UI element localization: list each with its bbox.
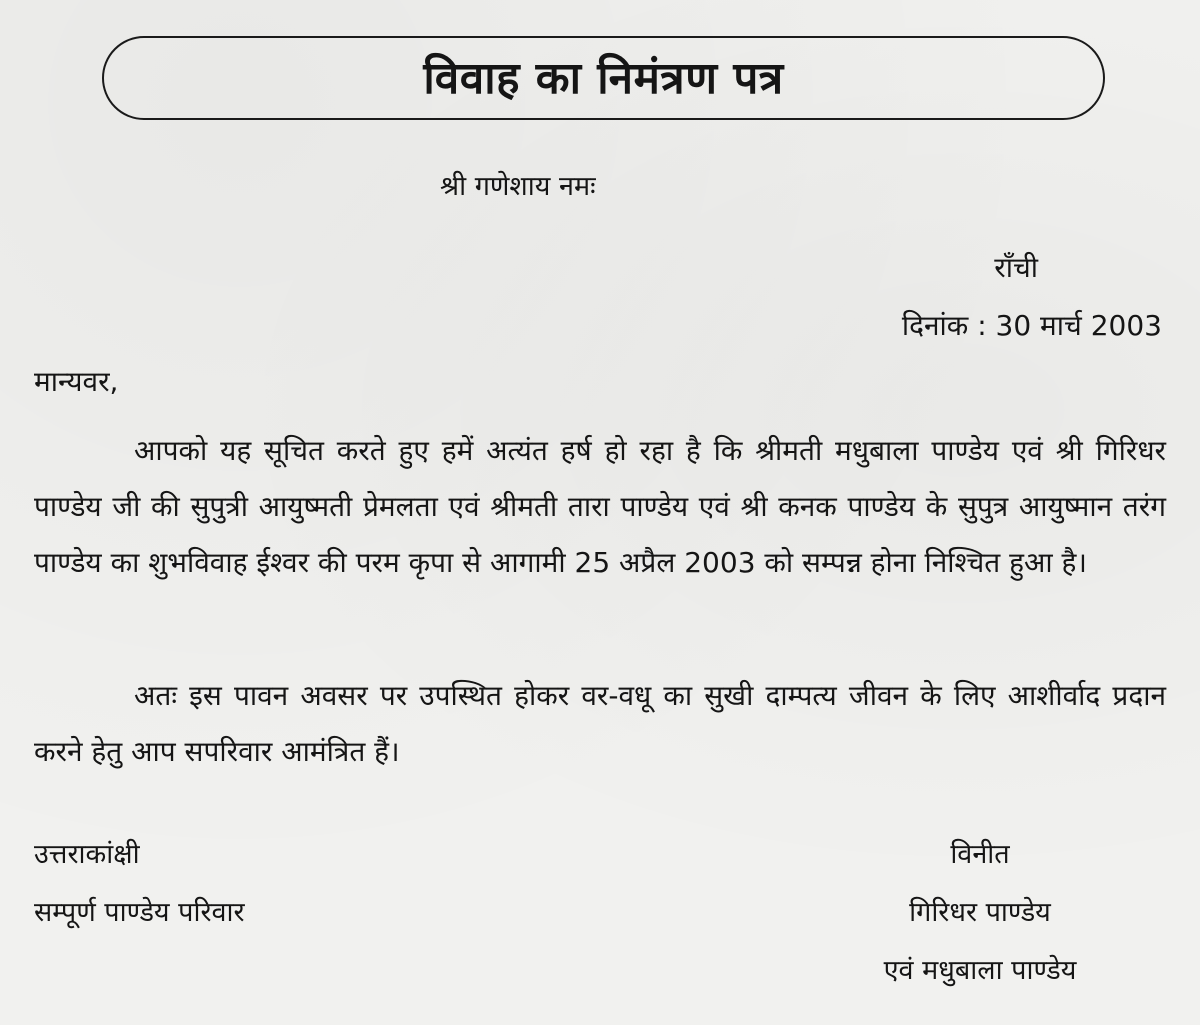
letter-date: दिनांक : 30 मार्च 2003 — [901, 309, 1162, 342]
page-title: विवाह का निमंत्रण पत्र — [423, 53, 784, 104]
closing-left-line1: उत्तराकांक्षी — [34, 839, 140, 870]
closing-right-line1: विनीत — [950, 839, 1010, 870]
announcement-paragraph: आपको यह सूचित करते हुए हमें अत्यंत हर्ष हो रहा है कि श्रीमती मधुबाला पाण्डेय एवं श्री गिरिधर पाण्डेय जी की सुपुत्री आयुष्मती प्रेमलता एवं श्रीमती तारा पाण्डेय एवं श्री कनक पाण्डेय के सुपुत्र आयुष्मान तरंग पाण्डेय का शुभविवाह ईश्वर की परम कृपा से आगामी 25 अप्रैल 2003 को सम्पन्न होना निश्चित हुआ है। — [34, 434, 1166, 579]
invocation-line: श्री गणेशाय नमः — [440, 171, 596, 202]
title-frame — [102, 36, 1105, 120]
place-name: राँची — [994, 251, 1038, 284]
invitation-paragraph: अतः इस पावन अवसर पर उपस्थित होकर वर-वधू का सुखी दाम्पत्य जीवन के लिए आशीर्वाद प्रदान करने हेतु आप सपरिवार आमंत्रित हैं। — [34, 679, 1166, 768]
closing-left-line2: सम्पूर्ण पाण्डेय परिवार — [34, 897, 245, 928]
salutation: मान्यवर, — [34, 365, 119, 398]
closing-right-line2: गिरिधर पाण्डेय — [909, 897, 1051, 928]
closing-left-block — [34, 826, 245, 942]
closing-right-block — [830, 826, 1130, 1000]
closing-right-line3: एवं मधुबाला पाण्डेय — [883, 955, 1077, 986]
